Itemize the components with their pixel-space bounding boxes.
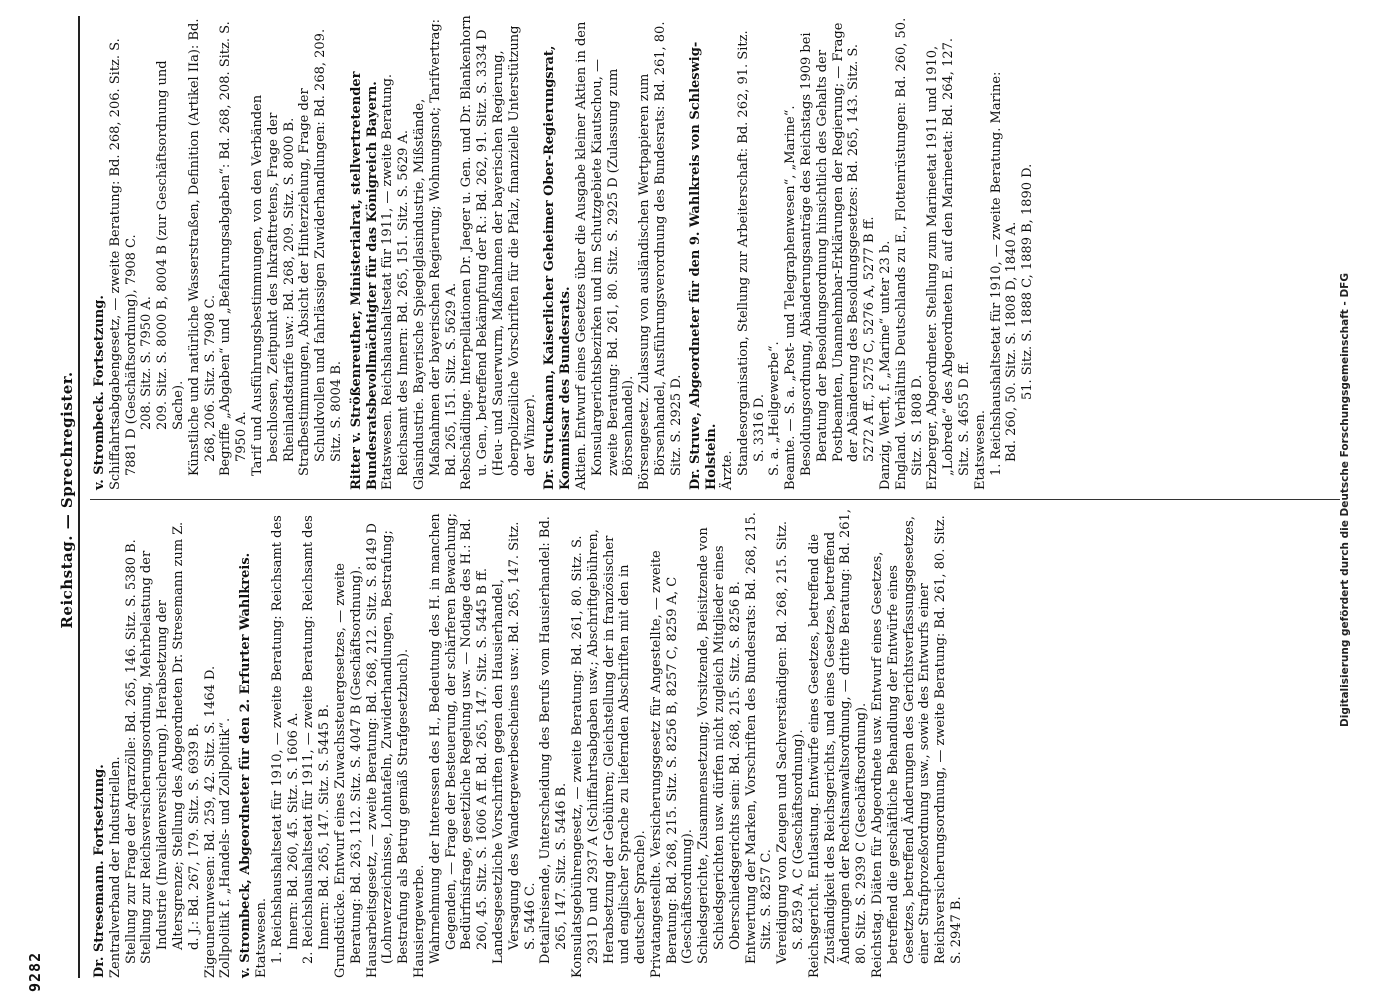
index-entry: Schiffahrtsabgabengesetz, — zweite Beratung: Bd. 268, 206. Sitz. S. 7881 D (Geschäftsordnung), 7908 C. [107, 38, 139, 490]
index-entry: Ärzte. [720, 450, 736, 490]
index-entry: Beamte. — S. a. „Post- und Telegraphenwesen“, „Marine“. [783, 105, 799, 490]
index-entry: Schiedsgerichte, Zusammensetzung; Vorsitzende, Beisitzende von Schiedsgerichten usw. dürfen nicht zugleich Mitglieder eines Oberschiedsgerichts sein: Bd. 268, 215. Sitz. S. 8256 B. [696, 527, 743, 964]
index-entry: Etatswesen. Reichshaushaltsetat für 1911, — zweite Beratung. Reichsamt des Innern: Bd. 265, 151. Sitz. S. 5629 A. [380, 73, 412, 490]
page-number: 9282 [26, 951, 44, 992]
header-rule [78, 16, 80, 978]
index-entry: Künstliche und natürliche Wasserstraßen, Definition (Artikel IIa): Bd. 268, 206. Sitz. S. 7908 C. [186, 18, 218, 476]
index-entry: Zollpolitik f. „Handels- und Zollpolitik“. [218, 717, 234, 978]
column-divider [90, 499, 1340, 500]
index-entry: 208. Sitz. S. 7950 A. [139, 296, 155, 430]
index-entry: Entwertung der Marken, Vorschriften des Bundesrats: Bd. 268, 215. Sitz. S. 8257 C. [743, 512, 775, 964]
index-entry: Erzberger, Abgeordneter. Stellung zum Marineetat 1911 und 1910, „Lobrede“ des Abgeordneten E. auf den Marineetat: Bd. 264, 127. Sitz. S. 4655 D ff. [925, 37, 973, 490]
index-entry: Aktien. Entwurf eines Gesetzes über die Ausgabe kleiner Aktien in den Konsulargerichtsbezirken und im Schutzgebiete Kiautschou, — zweite Beratung: Bd. 261, 80. Sitz. S. 2925 D (Zulassung zum Börsenhandel). [573, 21, 637, 490]
index-entry: Bd. 260, 50. Sitz. S. 1808 D, 1840 A. [1004, 221, 1020, 462]
speaker-heading: Dr. Struve, Abgeordneter für den 9. Wahlkreis von Schleswig-Holstein. [688, 41, 720, 490]
speaker-heading: Ritter v. Strößenreuther, Ministerialrat, stellvertretender Bundesratsbevollmächtigter für das Königreich Bayern. [348, 71, 380, 490]
index-entry: Wahrnehmung der Interessen des H., Bedeutung des H. in manchen Gegenden, — Frage der Besteuerung, der schärferen Bewachung; Bedürfnisfrage, gesetzliche Regelung usw. — Notlage des H.: Bd. 260, 45. Sitz. S. 1606 A ff. Bd. 265, 147. Sitz. S. 5445 B ff. [427, 513, 491, 964]
index-entry: Standesorganisation, Stellung zur Arbeiterschaft: Bd. 262, 91. Sitz. S. 3316 D. [735, 30, 767, 476]
index-entry: Konsulatsgebührengesetz, — zweite Beratung: Bd. 261, 80. Sitz. S. 2931 D und 2937 A (Schiffahrtsabgaben usw.; Abschriftgebühren, Herabsetzung der Gebühren; Gleichstellung der in französischer und englischer Sprache zu liefernden Abschriften mit den in deutscher Sprache). [569, 529, 649, 978]
index-entry: Tarif und Ausführungsbestimmungen, von den Verbänden beschlossen, Zeitpunkt des Inkrafttretens, Frage der Rheinlandstarife usw.: Bd. 268, 209. Sitz. S. 8000 B. [249, 94, 297, 476]
index-entry: Begriffe „Abgaben“ und „Befahrungsabgaben“: Bd. 268, 208. Sitz. S. 7950 A. [218, 21, 250, 476]
index-entry: Börsengesetz. Zulassung von ausländischen Wertpapieren zum Börsenhandel, Ausführungsverordnung des Bundesrats: Bd. 261, 80. Sitz. S. 2925 D. [637, 21, 684, 490]
index-entry: 1. Reichshaushaltsetat für 1910, — zweite Beratung: Reichsamt des Innern: Bd. 260, 45. Sitz. S. 1606 A. [269, 515, 301, 964]
index-entry: Besoldungsordnung, Abänderungsanträge des Reichstags 1909 bei Beratung der Besoldungsordnung hinsichtlich des Gehalts der Postbeamten, Unannehmbar-Erklärungen der Regierung; — Frage der Abänderung des Besoldungsgesetzes: Bd. 265, 143. Sitz. S. 5272 A ff., 5275 C, 5276 A, 5277 B ff. [799, 22, 878, 476]
index-entry: Landesgesetzliche Vorschriften gegen den Hausierhandel, Versagung des Wandergewerbescheines usw.: Bd. 265, 147. Sitz. S. 5446 C. [490, 521, 538, 964]
index-entry: Danzig, Werft, f. „Marine“ unter 23 b. [878, 240, 894, 490]
index-entry: Detailreisende, Unterscheidung des Berufs vom Hausierhandel: Bd. 265, 147. Sitz. S. 5446 B. [538, 516, 570, 964]
index-entry: Reichsgericht. Entlastung. Entwürfe eines Gesetzes, betreffend die Zuständigkeit des Reichsgerichts, und eines Gesetzes, betreffend Änderungen der Rechtsanwaltsordnung, — dritte Beratung: Bd. 261, 80. Sitz. S. 2939 C (Geschäftsordnung). [806, 509, 870, 978]
speaker-heading: Dr. Struckmann, Kaiserlicher Geheimer Ober-Regierungsrat, Kommissar des Bundesrats. [542, 45, 574, 490]
index-entry: Glasindustrie. Bayerische Spiegelglasindustrie, Mißstände, Maßnahmen der bayerischen Regierung; Wohnungsnot; Tarifvertrag: Bd. 265, 151. Sitz. S. 5629 A. [411, 18, 459, 490]
running-head: Reichstag. — Sprechregister. [58, 371, 76, 629]
index-entry: 51. Sitz. S. 1888 C, 1889 B, 1890 D. [1020, 163, 1036, 400]
index-entry: Stellung zur Frage der Agrarzölle: Bd. 265, 146. Sitz. S. 5380 B. [123, 539, 139, 964]
index-entry: England. Verhältnis Deutschlands zu E., Flottenrüstungen: Bd. 260, 50. Sitz. S. 1808 D. [893, 17, 925, 490]
index-entry: Privatangestellte. Versicherungsgesetz für Angestellte, — zweite Beratung: Bd. 268, 215. Sitz. S. 8256 B, 8257 C, 8259 A, C (Geschäftsordnung). [648, 550, 696, 978]
index-entry: Vereidigung von Zeugen und Sachverständigen: Bd. 268, 215. Sitz. S. 8259 A, C (Geschäftsordnung). [775, 521, 807, 964]
speaker-heading: v. Strombeck. Fortsetzung. [92, 295, 107, 490]
index-entry: S. a. „Heilgewerbe“. [767, 341, 783, 476]
index-entry: Reichstag. Diäten für Abgeordnete usw. Entwurf eines Gesetzes, betreffend die geschäftliche Behandlung der Entwürfe eines Gesetzes, betreffend Änderungen des Gerichtsverfassungsgesetzes, einer Strafprozeßordnung usw., sowie des Entwurfs einer Reichsversicherungsordnung, — zweite Beratung: Bd. 261, 80. Sitz. S. 2947 B. [870, 515, 965, 978]
index-entry: Etatswesen. [972, 409, 988, 490]
index-entry: Strafbestimmungen, Absicht der Hinterziehung, Frage der Schuldvollen und fahrlässigen Zuwiderhandlungen: Bd. 268, 209. Sitz. S. 8004 B. [297, 28, 344, 476]
right-column [92, 15, 1036, 490]
index-entry: 1. Reichshaushaltsetat für 1910, — zweite Beratung. Marine: [988, 71, 1004, 476]
speaker-heading: v. Strombeck, Abgeordneter für den 2. Erfurter Wahlkreis. [238, 552, 254, 978]
index-entry: Hausiergewerbe. [411, 864, 427, 978]
index-entry: Etatswesen. [253, 897, 269, 978]
index-entry: Grundstücke. Entwurf eines Zuwachssteuergesetzes, — zweite Beratung: Bd. 263, 112. Sitz. S. 4047 B (Geschäftsordnung). [332, 563, 364, 978]
index-entry: Rebschädlinge. Interpellationen Dr. Jaeger u. Gen. und Dr. Blankenhorn u. Gen., betreffend Bekämpfung der R.: Bd. 262, 91. Sitz. S. 3334 D (Heu- und Sauerwurm, Maßnahmen der bayerischen Regierung, oberpolizeiliche Vorschriften für die Pfalz, finanzielle Unterstützung der Winzer). [459, 15, 538, 490]
index-entry: Hausarbeitsgesetz, — zweite Beratung: Bd. 268, 212. Sitz. S. 8149 D (Lohnverzeichnisse, Lohntafeln, Zuwiderhandlungen, Bestrafung; Bestrafung als Betrug gemäß Strafgesetzbuch). [364, 523, 412, 978]
index-entry: Stellung zur Reichsversicherungsordnung, Mehrbelastung der Industrie (Invalidenversicherung). Herabsetzung der Altersgrenze; Stellung des Abgeordneten Dr. Stresemann zum Z. d. J.: Bd. 267, 179. Sitz. S. 6939 B. [139, 521, 202, 964]
index-entry: 209. Sitz. S. 8000 B, 8004 B (zur Geschäftsordnung und Sache). [155, 60, 186, 430]
index-entry: Zentralverband der Industriellen. [107, 756, 123, 978]
index-entry: Zigeunerunwesen: Bd. 259, 42. Sitz. S. 1464 D. [202, 665, 218, 978]
speaker-heading: Dr. Stresemann. Fortsetzung. [92, 764, 107, 978]
index-entry: 2. Reichshaushaltsetat für 1911, — zweite Beratung: Reichsamt des Innern: Bd. 265, 147. Sitz. S. 5445 B. [301, 515, 333, 964]
digitization-note: Digitalisierung gefördert durch die Deutsche Forschungsgemeinschaft - DFG [1339, 273, 1351, 727]
left-column [92, 508, 965, 978]
